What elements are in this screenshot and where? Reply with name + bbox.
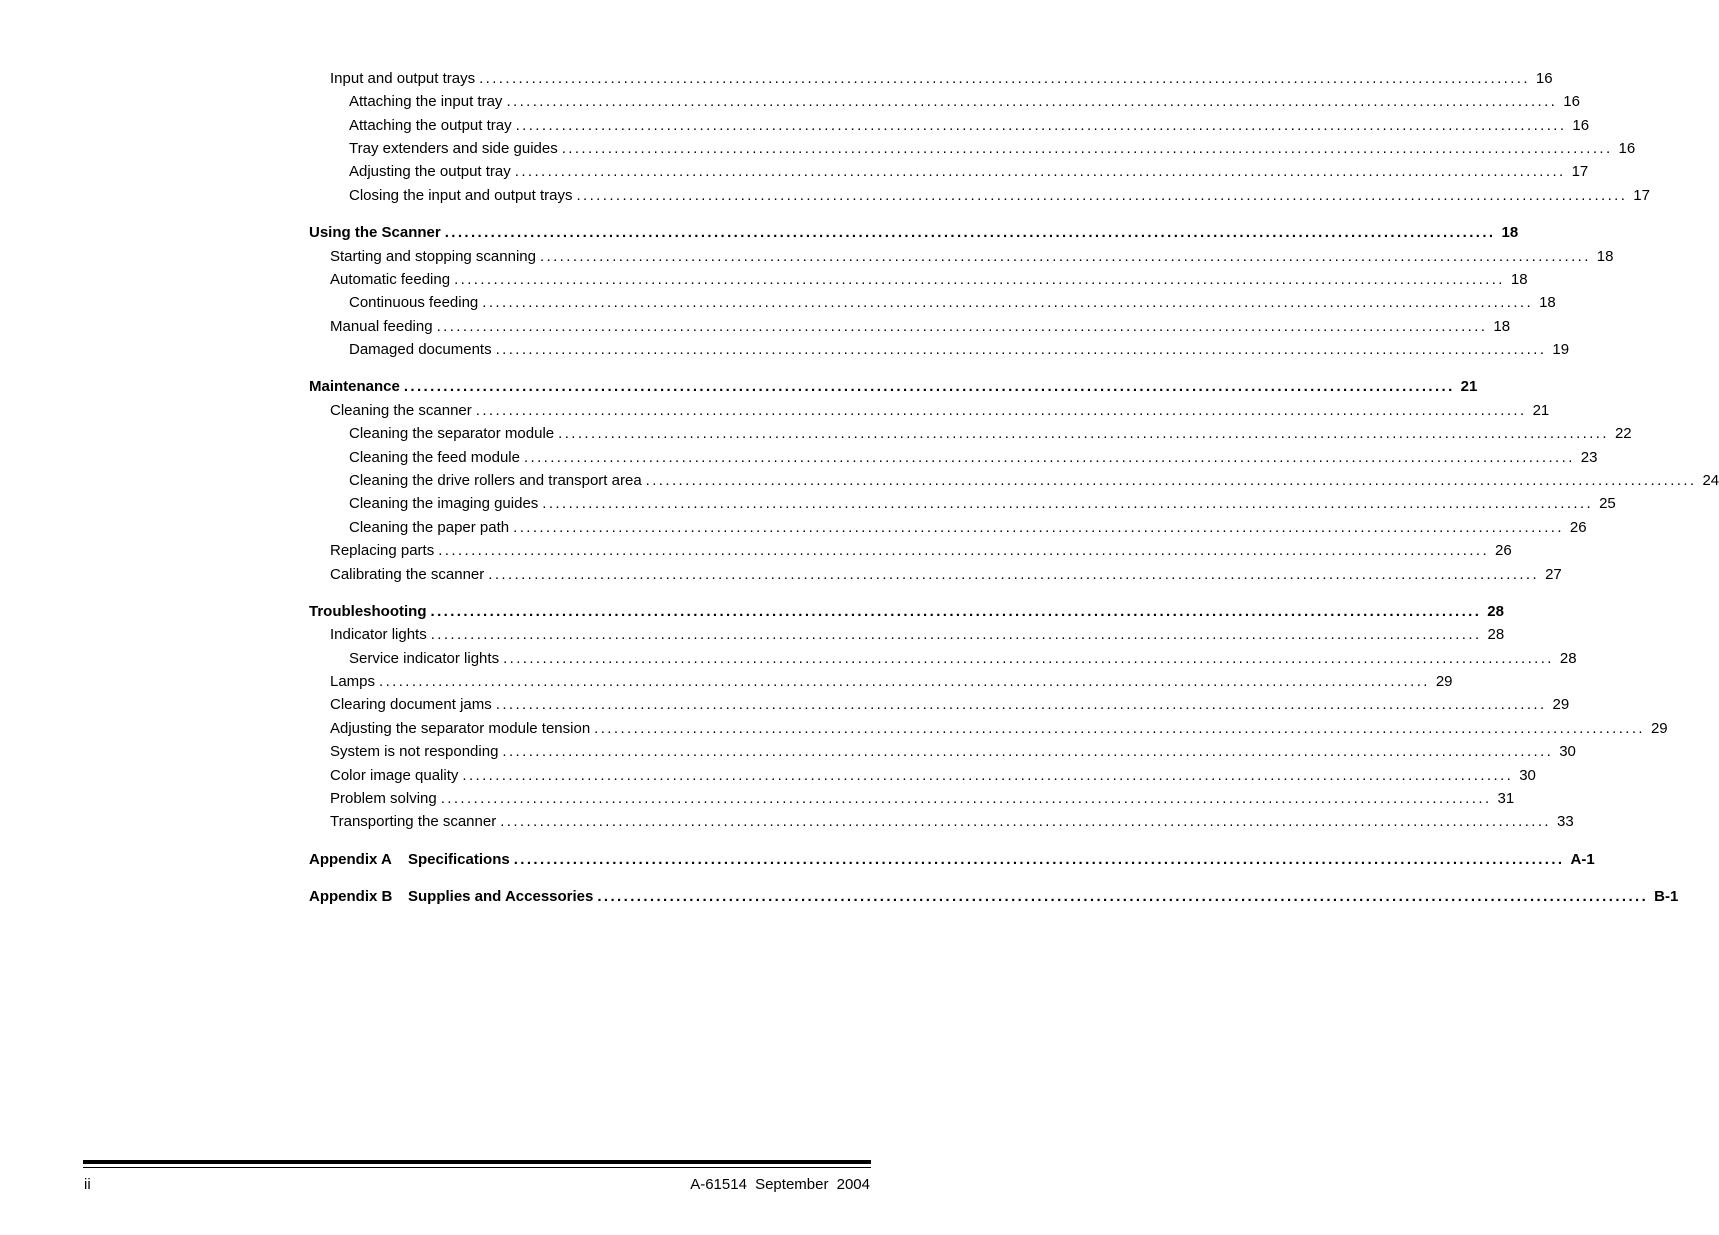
toc-entry-title: Cleaning the paper path (349, 519, 510, 536)
toc-entry-page: 30 (1519, 767, 1536, 784)
toc-entry (330, 316, 1511, 336)
toc-entry (309, 376, 1478, 396)
toc-entry-title: Service indicator lights (349, 650, 500, 667)
toc-entry (309, 222, 1519, 242)
toc-entry (330, 400, 1550, 420)
toc-dot-leader: ................................................................................................................................................................ (523, 449, 1575, 466)
toc-entry-title: Cleaning the feed module (349, 449, 520, 466)
toc-entry-title: Indicator lights (330, 626, 427, 643)
toc-entry-prefix: Appendix B (309, 888, 393, 905)
toc-entry-page: 19 (1552, 341, 1570, 358)
toc-dot-leader: ................................................................................................................................................................ (454, 271, 1505, 288)
toc-dot-leader: ................................................................................................................................................................ (438, 542, 1490, 559)
toc-entry (330, 68, 1553, 88)
toc-dot-leader: ................................................................................................................................................................ (440, 790, 1492, 807)
toc-entry-title: Cleaning the drive rollers and transport area (349, 472, 642, 489)
toc-entry-title: Color image quality (330, 767, 459, 784)
toc-entry-title: Cleaning the scanner (330, 402, 472, 419)
toc-entry (349, 91, 1580, 111)
toc-entry-title: Specifications (408, 851, 510, 868)
toc-entry-title: Adjusting the separator module tension (330, 720, 591, 737)
toc-entry (330, 788, 1515, 808)
toc-entry (349, 493, 1616, 513)
toc-entry (330, 811, 1574, 831)
toc-entry-page: 21 (1532, 402, 1550, 419)
toc-dot-leader: ................................................................................................................................................................ (430, 626, 1482, 643)
toc-entry-title: Input and output trays (330, 70, 476, 87)
toc-entry (349, 292, 1556, 312)
toc-dot-leader: ................................................................................................................................................................ (488, 566, 1540, 583)
toc-entry-title: Using the Scanner (309, 224, 441, 241)
toc-entry-title: Starting and stopping scanning (330, 248, 536, 265)
toc-entry-title: System is not responding (330, 743, 499, 760)
toc-dot-leader: ................................................................................................................................................................ (403, 378, 1455, 395)
toc-entry (330, 741, 1576, 761)
toc-entry (330, 624, 1505, 644)
toc-entry (330, 694, 1570, 714)
toc-entry-page: 17 (1571, 163, 1589, 180)
toc-entry-page: 16 (1535, 70, 1553, 87)
toc-dot-leader: ................................................................................................................................................................ (515, 117, 1567, 134)
toc-entry (349, 447, 1598, 467)
toc-entry-title: Maintenance (309, 378, 400, 395)
toc-entry (330, 540, 1512, 560)
toc-entry-page: 29 (1552, 696, 1570, 713)
toc-dot-leader: ................................................................................................................................................................ (495, 341, 1547, 358)
toc-entry-page: 16 (1618, 140, 1636, 157)
toc-entry-page: 26 (1495, 542, 1512, 559)
toc-entry (330, 246, 1614, 266)
toc-entry-page: 18 (1596, 248, 1614, 265)
toc-dot-leader: ................................................................................................................................................................ (594, 720, 1645, 737)
footer-document-info: A-61514 September 2004 (690, 1176, 870, 1193)
toc-entry (309, 849, 1595, 869)
toc-dot-leader: ................................................................................................................................................................ (506, 93, 1558, 110)
toc-entry (309, 886, 1679, 906)
toc-entry-page: 28 (1559, 650, 1577, 667)
toc-entry-page: 18 (1510, 271, 1528, 288)
toc-entry-title: Tray extenders and side guides (349, 140, 558, 157)
toc-dot-leader: ................................................................................................................................................................ (558, 425, 1609, 442)
toc-entry (309, 601, 1504, 621)
toc-entry-title: Transporting the scanner (330, 813, 497, 830)
toc-entry-title: Automatic feeding (330, 271, 451, 288)
toc-entry-page: 25 (1599, 495, 1616, 512)
toc-entry (349, 339, 1570, 359)
toc-entry-page: 24 (1702, 472, 1719, 489)
toc-dot-leader: ................................................................................................................................................................ (576, 187, 1628, 204)
toc-entry (330, 564, 1562, 584)
toc-entry-page: 26 (1569, 519, 1587, 536)
toc-entry-title: Adjusting the output tray (349, 163, 511, 180)
toc-entry (349, 470, 1719, 490)
toc-entry (349, 423, 1632, 443)
toc-entry-page: 27 (1545, 566, 1562, 583)
toc-entry-page: 28 (1487, 603, 1504, 620)
toc-entry (349, 138, 1636, 158)
toc-dot-leader: ................................................................................................................................................................ (513, 519, 1564, 536)
toc-entry-title: Closing the input and output trays (349, 187, 573, 204)
toc-dot-leader: ................................................................................................................................................................ (482, 294, 1534, 311)
toc-entry (330, 718, 1668, 738)
toc-dot-leader: ................................................................................................................................................................ (479, 70, 1530, 87)
toc-entry-title: Lamps (330, 673, 376, 690)
toc-entry-page: 30 (1559, 743, 1576, 760)
toc-entry-page: B-1 (1654, 888, 1679, 905)
toc-dot-leader: ................................................................................................................................................................ (539, 248, 1591, 265)
toc-dot-leader: ................................................................................................................................................................ (502, 743, 1554, 760)
toc-dot-leader: ................................................................................................................................................................ (513, 851, 1565, 868)
footer-rule-thick (83, 1160, 871, 1164)
toc-entry-title: Cleaning the separator module (349, 425, 555, 442)
toc-entry (349, 185, 1650, 205)
toc-dot-leader: ................................................................................................................................................................ (444, 224, 1496, 241)
toc-dot-leader: ................................................................................................................................................................ (503, 650, 1554, 667)
toc-entry (349, 648, 1577, 668)
toc-entry-title: Troubleshooting (309, 603, 427, 620)
toc-entry-page: 16 (1572, 117, 1590, 134)
toc-dot-leader: ................................................................................................................................................................ (379, 673, 1430, 690)
toc-dot-leader: ................................................................................................................................................................ (475, 402, 1527, 419)
footer-page-number: ii (84, 1176, 91, 1193)
toc-entry-page: 31 (1497, 790, 1515, 807)
toc-entry-page: 23 (1580, 449, 1598, 466)
toc-entry-title: Continuous feeding (349, 294, 479, 311)
toc-entry-page: 33 (1557, 813, 1574, 830)
toc-entry-title: Supplies and Accessories (408, 888, 594, 905)
toc-entry (349, 517, 1587, 537)
toc-entry-prefix: Appendix A (309, 851, 392, 868)
toc-entry-page: 18 (1539, 294, 1556, 311)
toc-dot-leader: ................................................................................................................................................................ (561, 140, 1613, 157)
toc-entry-page: 18 (1493, 318, 1511, 335)
toc-dot-leader: ................................................................................................................................................................ (597, 888, 1649, 905)
toc-entry-title: Attaching the output tray (349, 117, 512, 134)
footer-rule-thin (83, 1167, 871, 1168)
toc-dot-leader: ................................................................................................................................................................ (495, 696, 1547, 713)
toc-entry-title: Manual feeding (330, 318, 433, 335)
toc-entry (330, 765, 1536, 785)
toc-entry-page: A-1 (1570, 851, 1595, 868)
toc-entry-title: Problem solving (330, 790, 437, 807)
toc-entry-title: Calibrating the scanner (330, 566, 485, 583)
toc-dot-leader: ................................................................................................................................................................ (645, 472, 1697, 489)
toc-entry-page: 16 (1563, 93, 1580, 110)
toc-entry-title: Replacing parts (330, 542, 435, 559)
toc-entry (330, 671, 1453, 691)
toc-entry-page: 22 (1614, 425, 1632, 442)
toc-entry-page: 28 (1487, 626, 1505, 643)
toc-entry-page: 18 (1501, 224, 1519, 241)
toc-dot-leader: ................................................................................................................................................................ (462, 767, 1514, 784)
toc-dot-leader: ................................................................................................................................................................ (542, 495, 1594, 512)
toc-entry-title: Clearing document jams (330, 696, 492, 713)
toc-entry-title: Cleaning the imaging guides (349, 495, 539, 512)
toc-dot-leader: ................................................................................................................................................................ (500, 813, 1551, 830)
toc-dot-leader: ................................................................................................................................................................ (514, 163, 1566, 180)
toc-entry-title: Damaged documents (349, 341, 492, 358)
toc-dot-leader: ................................................................................................................................................................ (436, 318, 1488, 335)
toc-entry-title: Attaching the input tray (349, 93, 503, 110)
toc-dot-leader: ................................................................................................................................................................ (430, 603, 1482, 620)
toc-entry-page: 21 (1460, 378, 1478, 395)
toc-entry-page: 29 (1650, 720, 1668, 737)
toc-entry (330, 269, 1528, 289)
toc-entry-page: 29 (1435, 673, 1453, 690)
toc-entry-page: 17 (1633, 187, 1650, 204)
toc-entry (349, 115, 1590, 135)
toc-entry (349, 161, 1589, 181)
